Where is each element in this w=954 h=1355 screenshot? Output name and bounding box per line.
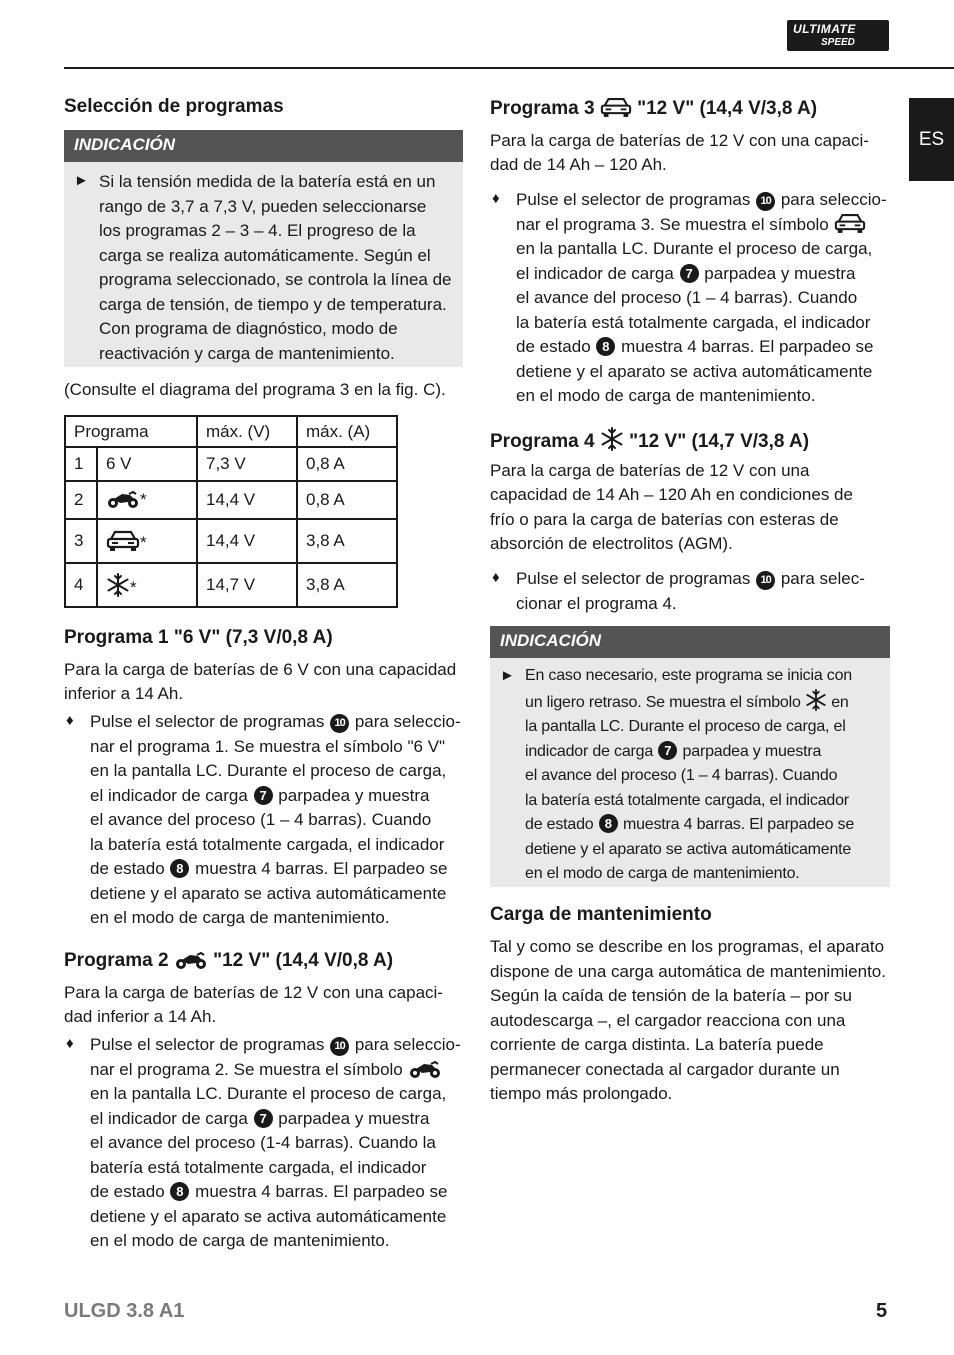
header-cell-max-a: máx. (A) (297, 416, 397, 447)
step-line: nar el programa 1. Se muestra el símbolo "6 V" (90, 736, 446, 756)
selector-number-badge: 10 (756, 192, 775, 211)
charge-indicator-badge: 7 (254, 786, 273, 805)
step-line: detiene y el aparato se activa automáticamente (90, 1206, 447, 1226)
note-header: INDICACIÓN (490, 626, 890, 658)
diamond-bullet-icon: ♦ (66, 712, 74, 729)
text: de estado (516, 337, 591, 356)
table-cell-v: 14,4 V (197, 481, 297, 519)
table-cell-label (97, 519, 197, 563)
note-header: INDICACIÓN (64, 130, 463, 162)
text: el indicador de carga (516, 263, 674, 283)
program4-intro-line: frío o para la carga de baterías con esteras de (490, 510, 839, 529)
table-header-row (65, 416, 397, 447)
status-indicator-badge: 8 (599, 814, 618, 833)
maint-line: autodescarga –, el cargador reacciona con una (490, 1010, 846, 1030)
step-line: en el modo de carga de mantenimiento. (90, 908, 390, 927)
note-line: En caso necesario, este programa se inicia con (525, 667, 852, 684)
charge-indicator-badge: 7 (658, 741, 677, 760)
note-line: Con programa de diagnóstico, modo de (99, 319, 398, 338)
text: para seleccio- (354, 1035, 461, 1054)
program2-title (64, 949, 393, 973)
asterisk: * (140, 532, 147, 552)
table-cell-label: 6 V (97, 447, 197, 481)
charge-indicator-badge: 7 (254, 1109, 273, 1128)
text: para selec- (780, 569, 865, 588)
table-cell-label (97, 563, 197, 607)
title-text: "12 V" (14,4 V/3,8 A) (637, 98, 818, 119)
diagram-reference: (Consulte el diagrama del programa 3 en la fig. C). (64, 380, 446, 399)
charge-indicator-badge: 7 (680, 264, 699, 283)
table-cell-num: 2 (65, 481, 97, 519)
maint-line: corriente de carga distinta. La batería puede (490, 1035, 824, 1054)
page-number: 5 (876, 1300, 888, 1322)
program2-step (90, 1033, 465, 1254)
car-icon (600, 97, 632, 118)
step-line: en la pantalla LC. Durante el proceso de carga, (90, 761, 447, 780)
table-cell-a: 0,8 A (297, 481, 397, 519)
table-row (65, 563, 397, 607)
text: parpadea y muestra (278, 1108, 430, 1128)
step-line: en el modo de carga de mantenimiento. (516, 386, 816, 405)
table-cell-v: 14,7 V (197, 563, 297, 607)
note-line: programa seleccionado, se controla la línea de (99, 270, 452, 289)
section-title-program-selection: Selección de programas (64, 96, 284, 117)
note-line: Si la tensión medida de la batería está en un (99, 172, 436, 191)
header-cell-program: Programa (65, 416, 197, 447)
text: Pulse el selector de programas (90, 1035, 325, 1054)
text: un ligero retraso. Se muestra el símbolo (525, 693, 801, 711)
table-cell-num: 3 (65, 519, 97, 563)
note-line: la batería está totalmente cargada, el indicador (525, 791, 849, 809)
maintenance-text (490, 935, 900, 1107)
text: muestra 4 barras. El parpadeo se (622, 816, 855, 833)
maint-line: Tal y como se describe en los programas, el aparato (490, 937, 885, 956)
text: parpadea y muestra (704, 263, 856, 283)
table-cell-label (97, 481, 197, 519)
brand-logo (787, 20, 889, 51)
selector-number-badge: 10 (756, 571, 775, 590)
program3-step (516, 188, 891, 409)
step-line: batería está totalmente cargada, el indicador (90, 1157, 427, 1177)
arrow-bullet-icon: ► (500, 667, 515, 684)
table-cell-a: 0,8 A (297, 447, 397, 481)
program4-intro-line: absorción de electrolitos (AGM). (490, 534, 733, 553)
note-text (525, 664, 887, 887)
motorcycle-icon (174, 952, 208, 970)
step-line: en la pantalla LC. Durante el proceso de carga, (516, 239, 873, 258)
logo-text-1: ULTIMATE (793, 22, 856, 36)
program2-intro-line: Para la carga de baterías de 12 V con una capaci- (64, 983, 443, 1002)
text: parpadea y muestra (278, 785, 430, 805)
program3-intro-line: dad de 14 Ah – 120 Ah. (490, 155, 667, 174)
title-text: Programa 4 (490, 431, 595, 452)
note-line: rango de 3,7 a 7,3 V, pueden seleccionarse (99, 196, 427, 216)
text: parpadea y muestra (682, 742, 822, 760)
status-indicator-badge: 8 (596, 337, 615, 356)
text: nar el programa 2. Se muestra el símbolo (90, 1059, 403, 1079)
note-line: en el modo de carga de mantenimiento. (525, 865, 800, 882)
asterisk: * (140, 490, 147, 509)
program4-intro-line: capacidad de 14 Ah – 120 Ah en condiciones de (490, 485, 853, 504)
step-line: en la pantalla LC. Durante el proceso de carga, (90, 1084, 447, 1103)
table-row (65, 481, 397, 519)
program4-intro-line: Para la carga de baterías de 12 V con una (490, 461, 810, 480)
logo-text-2: SPEED (821, 37, 855, 48)
program3-intro-line: Para la carga de baterías de 12 V con una capaci- (490, 131, 869, 150)
table-cell-a: 3,8 A (297, 519, 397, 563)
status-indicator-badge: 8 (170, 1182, 189, 1201)
text: para seleccio- (354, 712, 461, 731)
table-row (65, 519, 397, 563)
text: indicador de carga (525, 742, 654, 760)
arrow-bullet-icon: ► (74, 172, 89, 189)
table-cell-a: 3,8 A (297, 563, 397, 607)
snowflake-icon (106, 573, 130, 597)
program1-title: Programa 1 "6 V" (7,3 V/0,8 A) (64, 627, 333, 648)
status-indicator-badge: 8 (170, 859, 189, 878)
note-line: reactivación y carga de mantenimiento. (99, 343, 395, 363)
car-icon (834, 213, 866, 234)
text: el indicador de carga (90, 785, 248, 805)
language-tab: ES (909, 98, 954, 181)
step-line: cionar el programa 4. (516, 593, 677, 613)
program-table (64, 415, 398, 608)
text: el indicador de carga (90, 1108, 248, 1128)
text: para seleccio- (780, 190, 887, 209)
program1-intro-line: Para la carga de baterías de 6 V con una capacidad (64, 660, 457, 679)
asterisk: * (130, 577, 137, 597)
step-line: el avance del proceso (1 – 4 barras). Cuando (516, 288, 858, 307)
motorcycle-icon (106, 491, 140, 509)
note-line: la pantalla LC. Durante el proceso de carga, el (525, 718, 846, 735)
text: Pulse el selector de programas (90, 712, 325, 731)
table-cell-num: 1 (65, 447, 97, 481)
program1-step (90, 710, 465, 931)
table-cell-v: 14,4 V (197, 519, 297, 563)
program2-intro-line: dad inferior a 14 Ah. (64, 1007, 217, 1026)
selector-number-badge: 10 (330, 1037, 349, 1056)
maint-line: tiempo más prolongado. (490, 1084, 673, 1103)
snowflake-icon (600, 427, 624, 451)
maint-line: dispone de una carga automática de mantenimiento. (490, 961, 886, 981)
car-icon (106, 530, 140, 552)
maintenance-title: Carga de mantenimiento (490, 904, 712, 925)
text: de estado (90, 1182, 165, 1201)
step-line: la batería está totalmente cargada, el indicador (90, 834, 445, 854)
step-line: la batería está totalmente cargada, el indicador (516, 312, 871, 332)
note-line: los programas 2 – 3 – 4. El progreso de la (99, 221, 416, 240)
table-cell-num: 4 (65, 563, 97, 607)
motorcycle-icon (408, 1061, 442, 1079)
text: de estado (90, 859, 165, 878)
header-divider (64, 67, 954, 69)
text: Pulse el selector de programas (516, 569, 751, 588)
text: Pulse el selector de programas (516, 190, 751, 209)
title-text: Programa 3 (490, 98, 595, 119)
footer-model: ULGD 3.8 A1 (64, 1300, 185, 1322)
note-text (99, 170, 461, 366)
program4-title (490, 427, 809, 454)
step-line: detiene y el aparato se activa automáticamente (90, 883, 447, 903)
maint-line: Según la caída de tensión de la batería – por su (490, 986, 852, 1005)
table-row (65, 447, 397, 481)
text: nar el programa 3. Se muestra el símbolo (516, 214, 829, 234)
note-line: carga se realiza automáticamente. Según el (99, 245, 431, 265)
note-line: carga de tensión, de tiempo y de temperatura. (99, 294, 447, 314)
diamond-bullet-icon: ♦ (492, 190, 500, 207)
note-line: detiene y el aparato se activa automáticamente (525, 840, 852, 858)
step-line: en el modo de carga de mantenimiento. (90, 1231, 390, 1250)
text: muestra 4 barras. El parpadeo se (621, 337, 874, 356)
header-cell-max-v: máx. (V) (197, 416, 297, 447)
title-text: Programa 2 (64, 950, 169, 971)
diamond-bullet-icon: ♦ (66, 1035, 74, 1052)
step-line: detiene y el aparato se activa automáticamente (516, 361, 873, 381)
text: en (831, 693, 849, 711)
text: de estado (525, 816, 594, 833)
step-line: el avance del proceso (1 – 4 barras). Cuando (90, 810, 432, 829)
table-cell-v: 7,3 V (197, 447, 297, 481)
text: muestra 4 barras. El parpadeo se (195, 1182, 448, 1201)
diamond-bullet-icon: ♦ (492, 569, 500, 586)
maint-line: permanecer conectada al cargador durante un (490, 1059, 840, 1079)
selector-number-badge: 10 (330, 714, 349, 733)
note-line: el avance del proceso (1 – 4 barras). Cuando (525, 767, 838, 784)
title-text: "12 V" (14,4 V/0,8 A) (213, 950, 394, 971)
program1-intro-line: inferior a 14 Ah. (64, 684, 184, 703)
text: muestra 4 barras. El parpadeo se (195, 859, 448, 878)
program3-title (490, 97, 817, 121)
title-text: "12 V" (14,7 V/3,8 A) (629, 431, 810, 452)
step-line: el avance del proceso (1-4 barras). Cuando la (90, 1133, 436, 1152)
program4-step (516, 567, 891, 616)
snowflake-icon (805, 689, 827, 711)
